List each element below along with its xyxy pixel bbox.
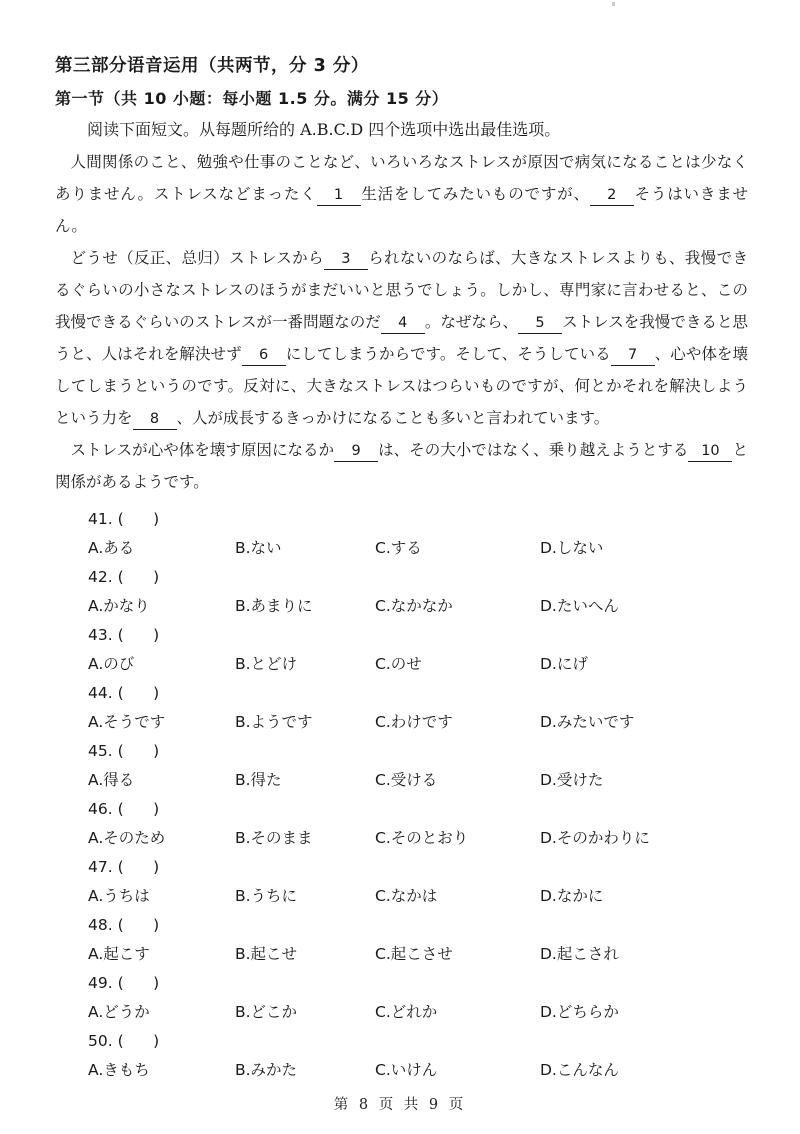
options-row	[55, 1056, 748, 1085]
answer-blank-parens: ( )	[117, 800, 160, 818]
option-50-C: C.いけん	[375, 1061, 438, 1079]
option-42-B: B.あまりに	[235, 597, 313, 615]
scan-artifact	[612, 2, 615, 6]
option-49-C: C.どれか	[375, 1003, 438, 1021]
answer-blank-parens: ( )	[117, 510, 160, 528]
question-number-line	[55, 563, 748, 592]
options-row	[55, 592, 748, 621]
option-48-A: A.起こす	[88, 945, 150, 963]
answer-blank-parens: ( )	[117, 1032, 160, 1050]
option-45-D: D.受けた	[540, 771, 604, 789]
option-48-B: B.起こせ	[235, 945, 298, 963]
question-list	[55, 505, 748, 1085]
answer-blank-parens: ( )	[117, 742, 160, 760]
question-number: 46.	[88, 800, 118, 818]
question-45	[55, 737, 748, 795]
option-49-D: D.どちらか	[540, 1003, 619, 1021]
question-number: 50.	[88, 1032, 118, 1050]
options-row	[55, 650, 748, 679]
option-42-C: C.なかなか	[375, 597, 453, 615]
options-row	[55, 882, 748, 911]
passage-paragraph: ストレスが心や体を壊す原因になるか 9 は、その大小ではなく、乗り越えようとする 10 と関係があるようです。	[55, 441, 748, 491]
question-number-line	[55, 1027, 748, 1056]
question-number-line	[55, 737, 748, 766]
option-46-A: A.そのため	[88, 829, 166, 847]
fill-blank-1: 1	[317, 186, 361, 206]
option-46-D: D.そのかわりに	[540, 829, 650, 847]
option-45-A: A.得る	[88, 771, 135, 789]
question-47	[55, 853, 748, 911]
option-47-C: C.なかは	[375, 887, 438, 905]
question-number-line	[55, 969, 748, 998]
option-50-D: D.こんなん	[540, 1061, 619, 1079]
question-41	[55, 505, 748, 563]
question-number: 45.	[88, 742, 118, 760]
question-number-line	[55, 679, 748, 708]
fill-blank-4: 4	[381, 314, 425, 334]
question-number: 43.	[88, 626, 118, 644]
fill-blank-6: 6	[242, 346, 286, 366]
passage-paragraph: 人間関係のこと、勉強や仕事のことなど、いろいろなストレスが原因で病気になることは少なくありません。ストレスなどまったく 1 生活をしてみたいものですが、 2 そうはいきません。	[55, 153, 748, 235]
subsection-title: 第一节（共 10 小题：每小题 1.5 分。满分 15 分）	[55, 89, 449, 108]
answer-blank-parens: ( )	[117, 974, 160, 992]
option-46-C: C.そのとおり	[375, 829, 469, 847]
question-49	[55, 969, 748, 1027]
fill-blank-3: 3	[324, 250, 368, 270]
option-47-D: D.なかに	[540, 887, 604, 905]
option-42-D: D.たいへん	[540, 597, 619, 615]
option-46-B: B.そのまま	[235, 829, 313, 847]
option-42-A: A.かなり	[88, 597, 150, 615]
option-50-A: A.きもち	[88, 1061, 150, 1079]
passage	[55, 146, 748, 498]
answer-blank-parens: ( )	[117, 626, 160, 644]
option-41-C: C.する	[375, 539, 422, 557]
question-44	[55, 679, 748, 737]
option-41-B: B.ない	[235, 539, 282, 557]
options-row	[55, 708, 748, 737]
question-46	[55, 795, 748, 853]
option-49-B: B.どこか	[235, 1003, 298, 1021]
options-row	[55, 534, 748, 563]
fill-blank-9: 9	[334, 442, 378, 462]
options-row	[55, 766, 748, 795]
question-48	[55, 911, 748, 969]
question-number: 42.	[88, 568, 118, 586]
option-48-D: D.起こされ	[540, 945, 619, 963]
options-row	[55, 940, 748, 969]
option-44-D: D.みたいです	[540, 713, 635, 731]
question-number-line	[55, 795, 748, 824]
answer-blank-parens: ( )	[117, 916, 160, 934]
options-row	[55, 824, 748, 853]
question-number: 44.	[88, 684, 118, 702]
question-50	[55, 1027, 748, 1085]
answer-blank-parens: ( )	[117, 858, 160, 876]
options-row	[55, 998, 748, 1027]
question-number-line	[55, 505, 748, 534]
question-42	[55, 563, 748, 621]
passage-paragraph: どうせ（反正、总归）ストレスから 3 られないのならば、大きなストレスよりも、我慢できるぐらいの小さなストレスのほうがまだいいと思うでしょう。しかし、専門家に言わせると、この我慢できるぐらいのストレスが一番問題なのだ 4 。なぜなら、 5 ストレスを我慢できると思うと、人はそれを解決せず 6 にしてしまうからです。そして、そうしている 7 、心や体を壊してしまうというのです。反対に、大きなストレスはつらいものですが、何とかそれを解決しようという力を 8 、人が成長するきっかけになることも多いと言われています。	[55, 242, 748, 434]
question-number-line	[55, 853, 748, 882]
instruction-text: 阅读下面短文。从每题所给的 A.B.C.D 四个选项中选出最佳选项。	[87, 120, 561, 139]
option-50-B: B.みかた	[235, 1061, 298, 1079]
option-49-A: A.どうか	[88, 1003, 150, 1021]
option-44-C: C.わけです	[375, 713, 453, 731]
fill-blank-7: 7	[611, 346, 655, 366]
question-number-line	[55, 911, 748, 940]
fill-blank-5: 5	[518, 314, 562, 334]
question-number: 47.	[88, 858, 118, 876]
option-45-C: C.受ける	[375, 771, 438, 789]
question-number: 41.	[88, 510, 118, 528]
fill-blank-10: 10	[688, 442, 732, 462]
section-title: 第三部分语音运用（共两节，分 3 分）	[55, 56, 369, 76]
option-48-C: C.起こさせ	[375, 945, 453, 963]
answer-blank-parens: ( )	[117, 568, 160, 586]
fill-blank-8: 8	[133, 410, 177, 430]
option-41-D: D.しない	[540, 539, 604, 557]
option-44-A: A.そうです	[88, 713, 166, 731]
page-number-footer: 第 8 页 共 9 页	[333, 1097, 467, 1113]
question-number: 48.	[88, 916, 118, 934]
option-44-B: B.ようです	[235, 713, 313, 731]
option-43-A: A.のび	[88, 655, 135, 673]
question-43	[55, 621, 748, 679]
option-43-D: D.にげ	[540, 655, 588, 673]
question-number-line	[55, 621, 748, 650]
question-number: 49.	[88, 974, 118, 992]
option-41-A: A.ある	[88, 539, 135, 557]
option-43-C: C.のせ	[375, 655, 422, 673]
fill-blank-2: 2	[590, 186, 634, 206]
option-43-B: B.とどけ	[235, 655, 298, 673]
option-45-B: B.得た	[235, 771, 282, 789]
option-47-B: B.うちに	[235, 887, 298, 905]
answer-blank-parens: ( )	[117, 684, 160, 702]
option-47-A: A.うちは	[88, 887, 150, 905]
